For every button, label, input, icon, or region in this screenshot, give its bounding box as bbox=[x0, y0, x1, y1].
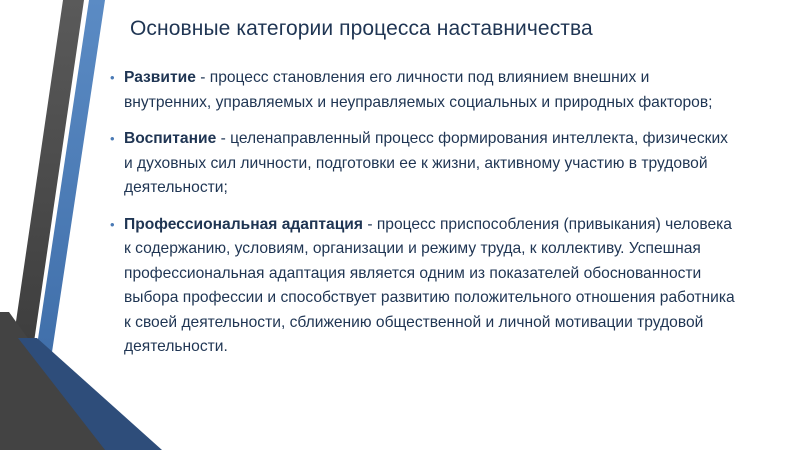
term-upbringing: Воспитание bbox=[124, 130, 217, 147]
definition-professional-adaptation: - процесс приспособления (привыкания) человека к содержанию, условиям, организации и режиму труда, к коллективу. Успешная профессиональная адаптация является одним из показателей обоснованности выбора профессии и способствует развитию положительного отношения работника к своей деятельности, сближению общественной и личной мотивации трудовой деятельности. bbox=[124, 215, 735, 355]
list-item-development bbox=[108, 66, 740, 115]
bullet-icon: • bbox=[110, 131, 115, 146]
slide-title: Основные категории процесса наставничества bbox=[130, 17, 593, 40]
definition-development: - процесс становления его личности под влиянием внешних и внутренних, управляемых и неуправляемых социальных и природных факторов; bbox=[124, 69, 713, 111]
list-item-upbringing bbox=[108, 127, 740, 201]
list-item-professional-adaptation bbox=[108, 213, 740, 360]
definition-upbringing: - целенаправленный процесс формирования интеллекта, физических и духовных сил личности, подготовки ее к жизни, активному участию в трудовой деятельности; bbox=[124, 130, 728, 196]
term-development: Развитие bbox=[124, 69, 196, 86]
term-professional-adaptation: Профессиональная адаптация bbox=[124, 215, 363, 233]
bullet-icon: • bbox=[110, 216, 115, 232]
category-list bbox=[108, 66, 740, 372]
bullet-icon: • bbox=[110, 70, 115, 85]
